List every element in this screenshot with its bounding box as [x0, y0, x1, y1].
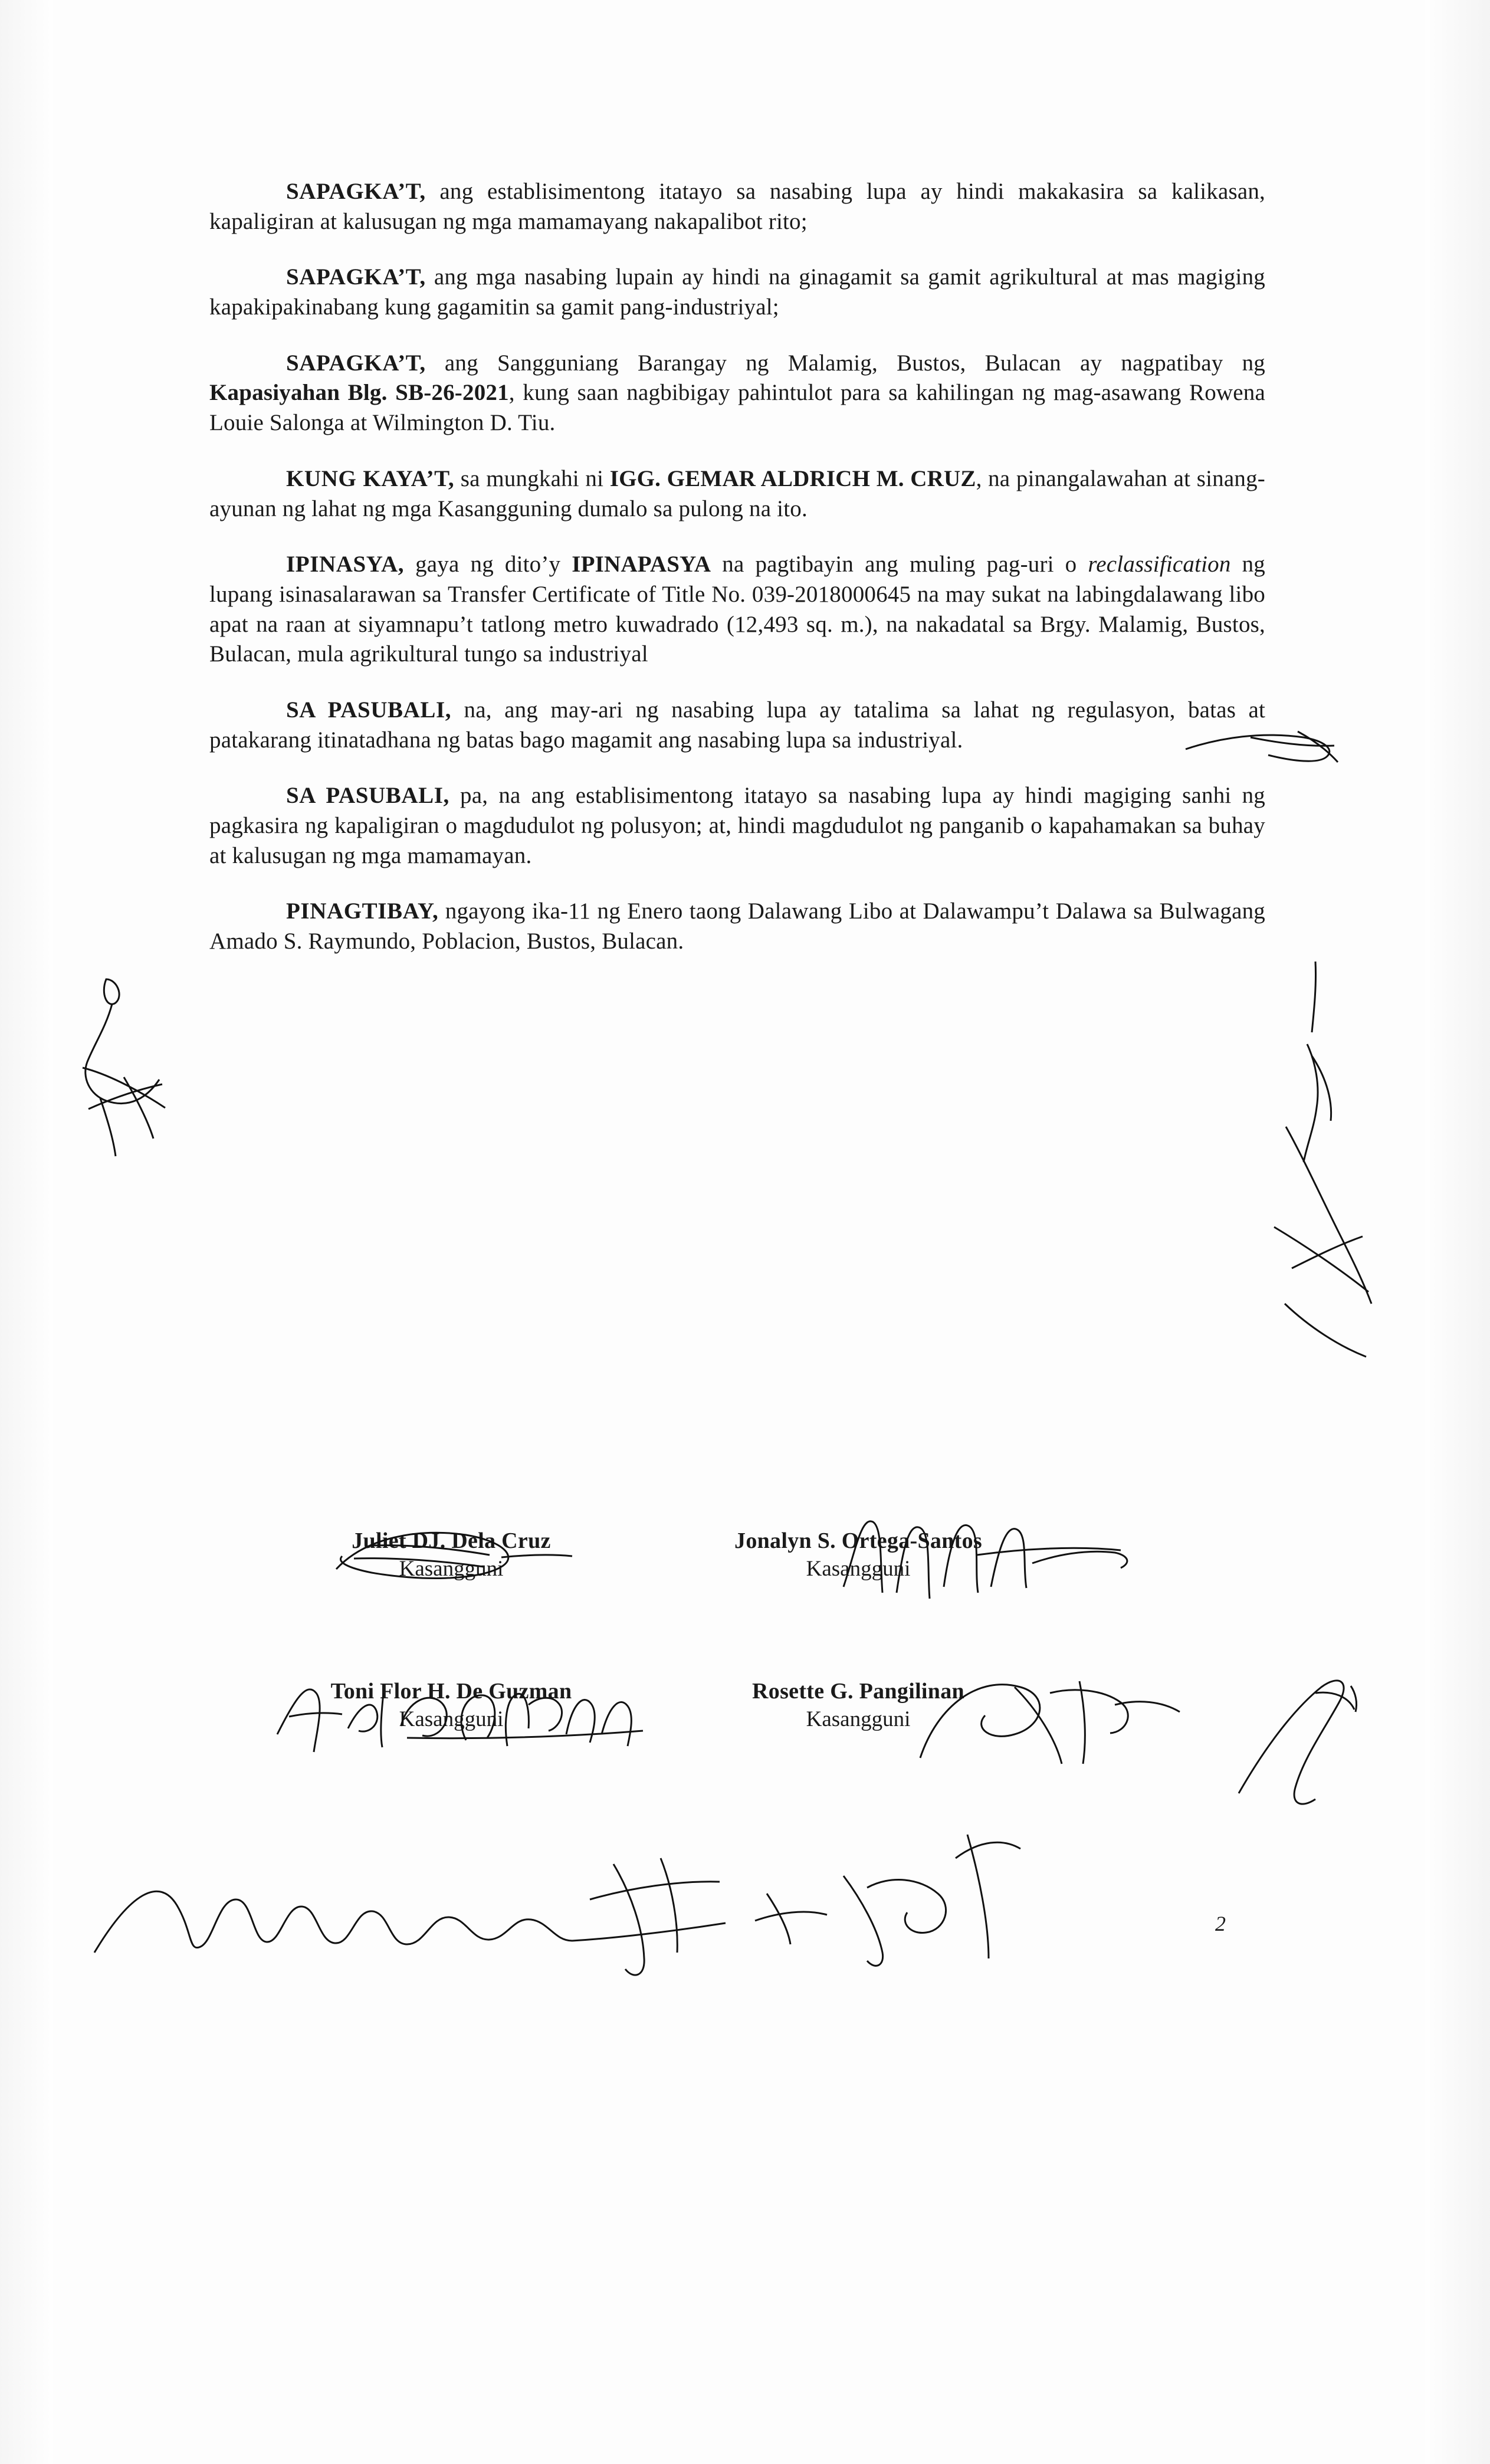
signature-mark-right-margin [1251, 950, 1404, 1363]
paragraph-7-lead: SA PASUBALI, [286, 783, 449, 809]
paragraph-4-text-before: sa mungkahi ni [454, 465, 610, 491]
paragraph-5-lead: IPINASYA, [286, 552, 405, 578]
resolution-number: Kapasiyahan Blg. SB-26-2021 [209, 380, 509, 406]
signatory-1-name: Juliet DJ. Dela Cruz [352, 1528, 551, 1553]
paragraph-8-text: ngayong ika-11 ng Enero taong Dalawang Libo at Dalawampu’t Dalawa sa Bulwagang Amado S. Raymundo, Poblacion, Bustos, Bulacan. [209, 898, 1265, 954]
paragraph-5-italic: reclassification [1088, 552, 1231, 578]
paragraph-3 [209, 349, 1265, 438]
paragraph-6-text: na, ang may-ari ng nasabing lupa ay tatalima sa lahat ng regulasyon, batas at patakarang itinatadhana ng batas bago magamit ang nasabing lupa sa industriyal. [209, 697, 1266, 753]
paragraph-3-lead: SAPAGKA’T, [286, 350, 426, 376]
signatory-2-title: Kasangguni [806, 1557, 911, 1581]
paragraph-2-text: ang mga nasabing lupain ay hindi na ginagamit sa gamit agrikultural at mas magiging kapakipakinabang kung gagamitin sa gamit pang-industriyal; [209, 264, 1265, 320]
signatory-1 [268, 1528, 634, 1582]
paragraph-2-lead: SAPAGKA’T, [286, 264, 426, 290]
paragraph-5-text-before: gaya ng dito’y [404, 552, 572, 578]
proponent-name: IGG. GEMAR ALDRICH M. CRUZ [609, 465, 976, 491]
scan-edge-right [1425, 0, 1490, 2464]
paragraph-6 [209, 695, 1265, 755]
signatory-3 [268, 1678, 634, 1732]
signatory-4-title: Kasangguni [806, 1707, 911, 1731]
paragraph-4-lead: KUNG KAYA’T, [286, 465, 455, 491]
paragraph-1-lead: SAPAGKA’T, [286, 179, 426, 204]
paragraph-7-text: pa, na ang establisimentong itatayo sa nasabing lupa ay hindi magiging sanhi ng pagkasira ng kapaligiran o magdudulot ng polusyon; at, hindi magdudulot ng panganib o kapahamakan sa buhay at kalusugan ng mga mamamayan. [209, 783, 1265, 868]
paragraph-3-text-after: , kung saan nagbibigay pahintulot para sa kahilingan ng mag-asawang Rowena Louie Salonga at Wilmington D. Tiu. [209, 380, 1265, 436]
signatory-2 [675, 1528, 1041, 1582]
paragraph-5-text-mid: na pagtibayin ang muling pag-uri o [711, 552, 1088, 578]
signatory-4 [675, 1678, 1041, 1732]
signatory-2-name: Jonalyn S. Ortega-Santos [734, 1528, 982, 1553]
paragraph-4-text-after: , na pinangalawahan at sinang-ayunan ng lahat ng mga Kasangguning dumalo sa pulong na ito. [209, 465, 1265, 521]
paragraph-8-lead: PINAGTIBAY, [286, 898, 439, 924]
paragraph-4 [209, 464, 1265, 524]
paragraph-8 [209, 897, 1265, 956]
paragraph-6-lead: SA PASUBALI, [286, 697, 452, 723]
paragraph-1 [209, 177, 1265, 237]
paragraph-5 [209, 550, 1265, 670]
signatory-4-name: Rosette G. Pangilinan [752, 1679, 964, 1704]
paragraph-7 [209, 781, 1265, 871]
document-text-body [209, 177, 1265, 983]
paragraph-5-bold: IPINAPASYA [572, 552, 711, 578]
signature-mark-extra-right [1215, 1675, 1380, 1811]
page-number: 2 [1215, 1912, 1226, 1935]
signature-mark-left-margin [65, 962, 242, 1197]
paragraph-3-text-before: ang Sangguniang Barangay ng Malamig, Bustos, Bulacan ay nagpatibay ng [425, 350, 1265, 376]
paragraph-2 [209, 263, 1265, 322]
paragraph-1-text: ang establisimentong itatayo sa nasabing lupa ay hindi makakasira sa kalikasan, kapaligiran at kalusugan ng mga mamamayang nakapalibot rito; [209, 179, 1265, 234]
signatory-3-name: Toni Flor H. De Guzman [330, 1679, 572, 1704]
signature-block [209, 1528, 1212, 1835]
signatory-1-title: Kasangguni [399, 1557, 504, 1581]
signatory-3-title: Kasangguni [399, 1707, 504, 1731]
paragraph-5-text-after: ng lupang isinasalarawan sa Transfer Certificate of Title No. 039-2018000645 na may sukat na labingdalawang libo apat na raan at siyamnapu’t tatlong metro kuwadrado (12,493 sq. m.), na nakadatal sa Brgy. Malamig, Bustos, Bulacan, mula agrikultural tungo sa industriyal [209, 552, 1265, 667]
scan-edge-left [0, 0, 53, 2464]
